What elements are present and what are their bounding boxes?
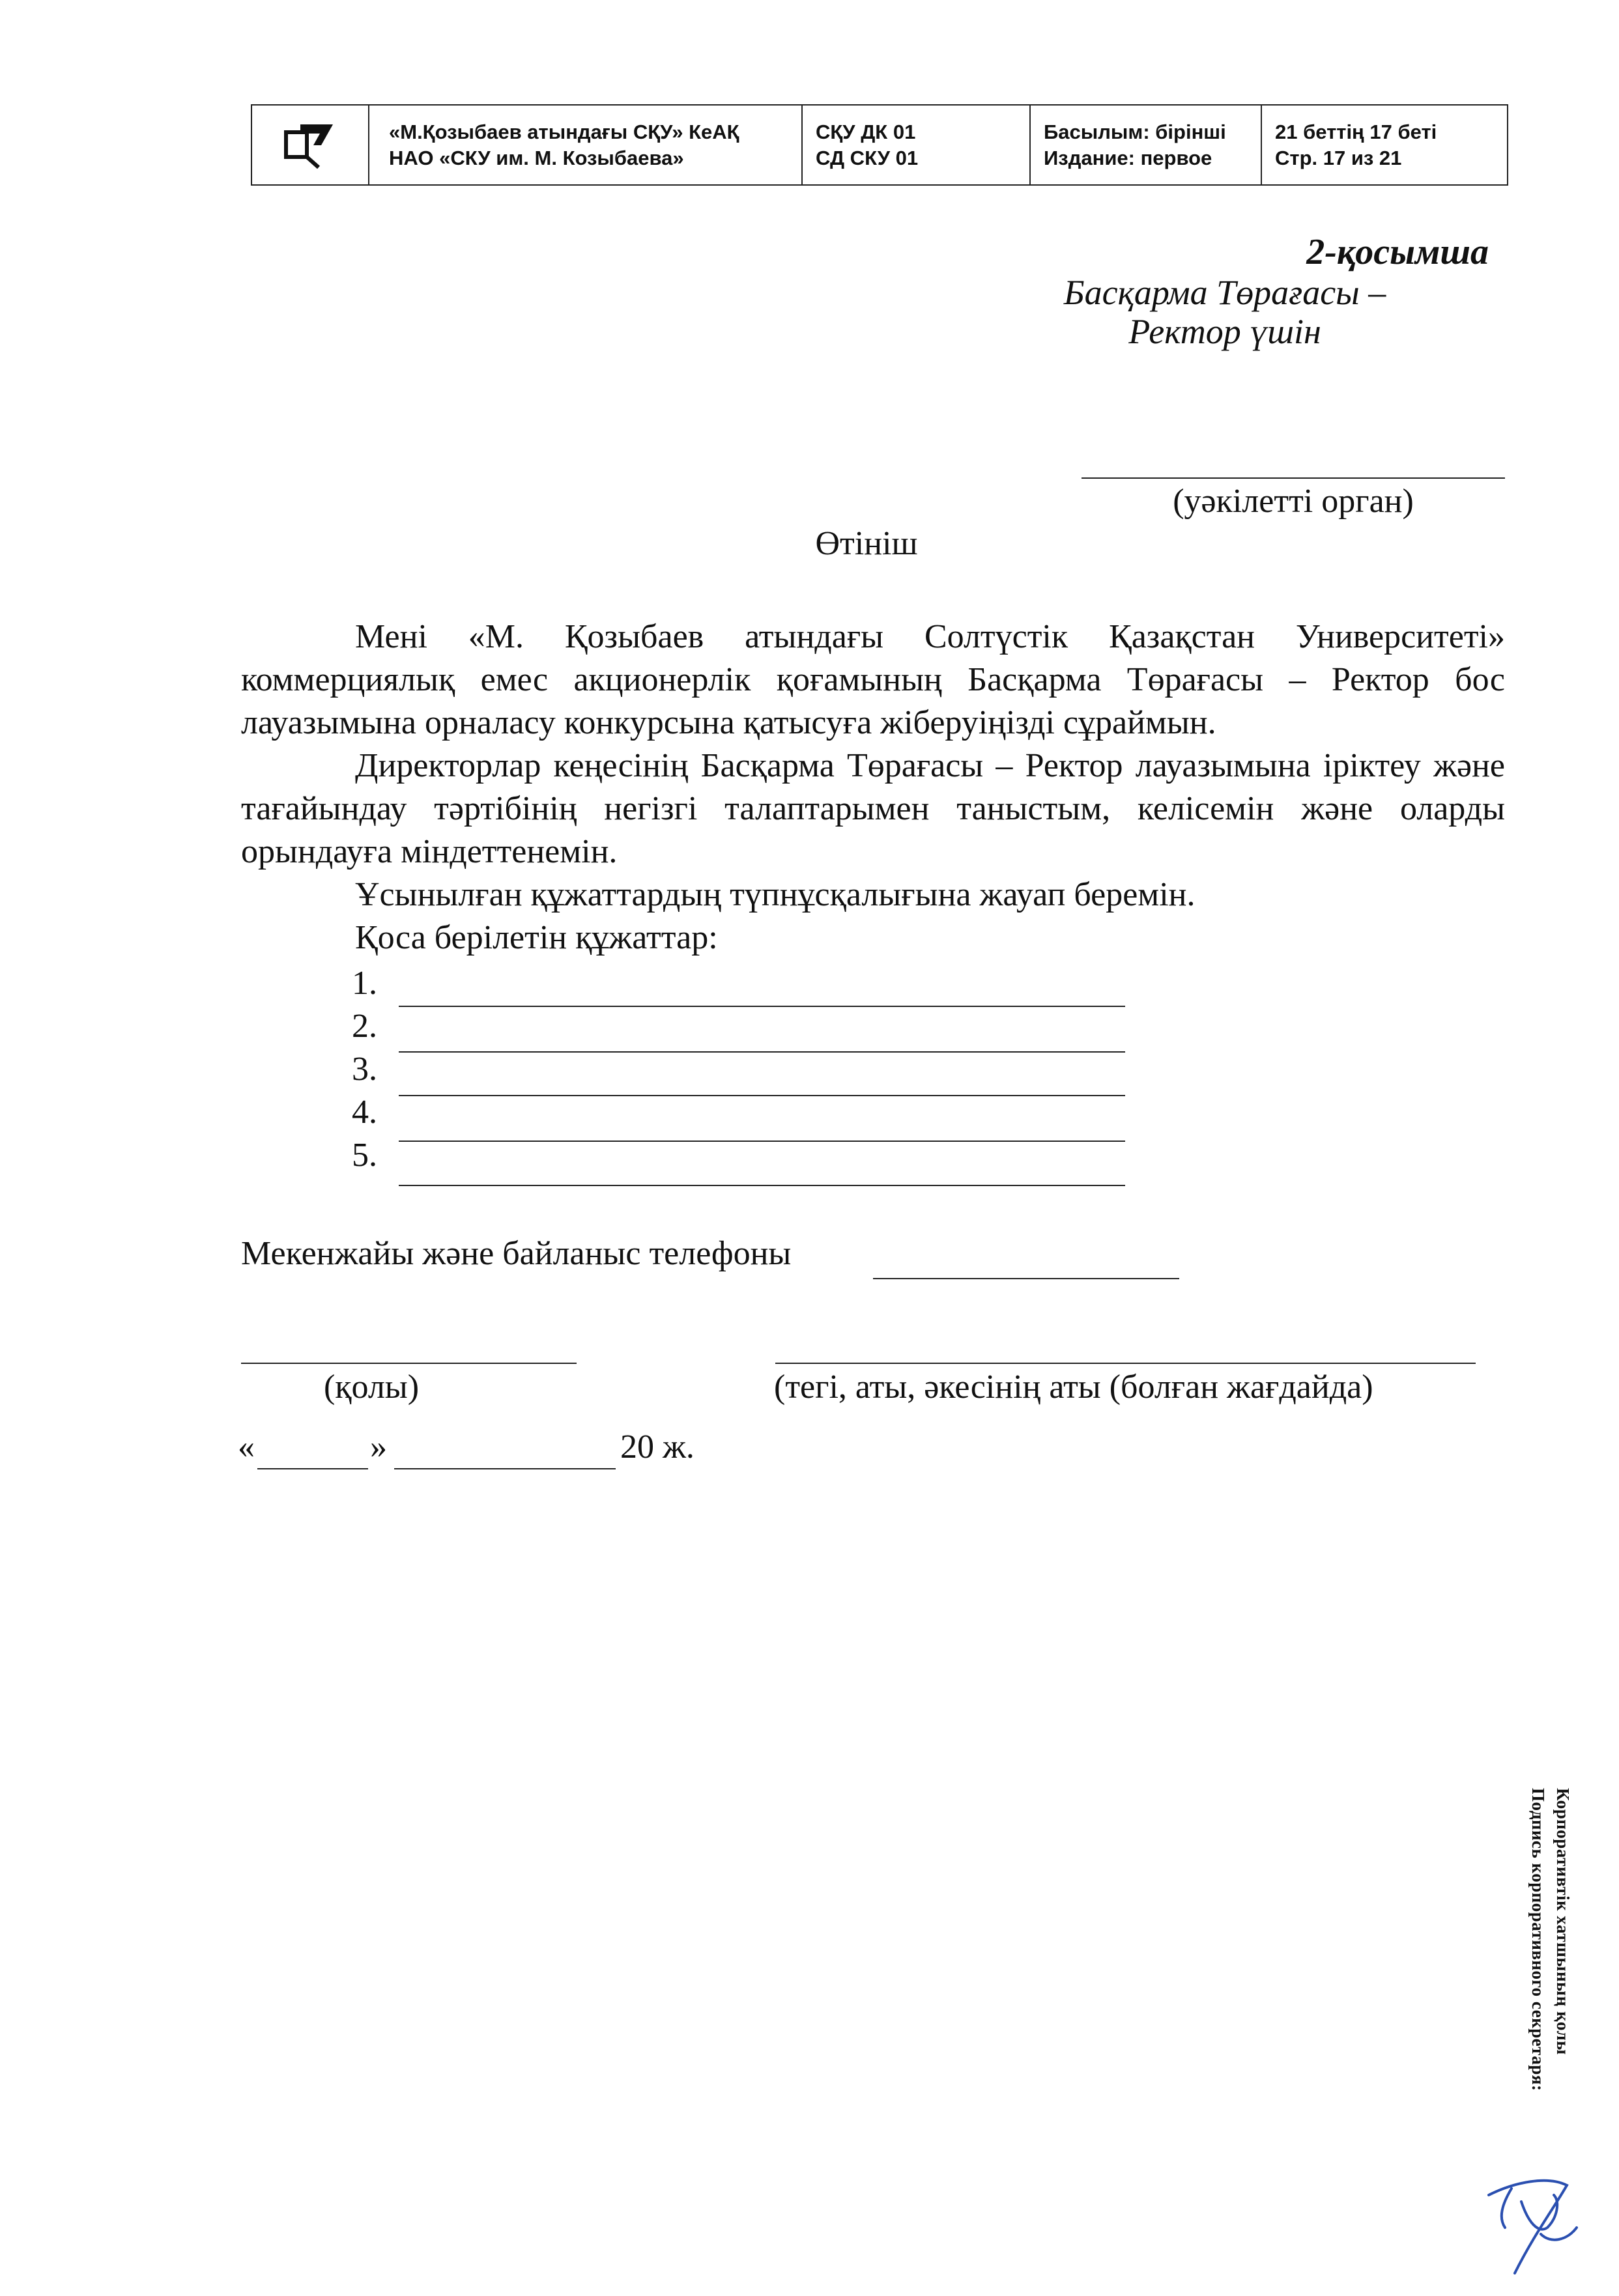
attachment-line-3[interactable] — [399, 1060, 1125, 1096]
paragraph-1: Мені «М. Қозыбаев атындағы Солтүстік Қазақстан Университеті» коммерциялық емес акционерлік қоғамының Басқарма Төрағасы – Ректор бос лауазымына орналасу конкурсына қатысуға жіберуіңізді сұраймын. — [241, 618, 1505, 741]
attachment-number: 2. — [352, 1008, 377, 1045]
document-title: Өтініш — [815, 525, 918, 562]
attachment-number: 3. — [352, 1051, 377, 1088]
page-number-kk: 21 беттің 17 беті — [1275, 120, 1437, 143]
appendix-line-2: Ректор үшін — [1128, 312, 1321, 351]
paragraph-3: Ұсынылған құжаттардың түпнұсқалығына жауап беремін. — [355, 876, 1196, 913]
university-logo-icon — [281, 119, 339, 171]
contact-label: Мекенжайы және байланыс телефоны — [241, 1235, 792, 1272]
corporate-secretary-note-ru: Подпись корпоративного секретаря: — [1528, 1788, 1548, 2091]
date-year-suffix: 20 ж. — [620, 1428, 695, 1466]
handwritten-signature-icon — [1476, 2156, 1586, 2286]
edition-ru: Издание: первое — [1044, 146, 1212, 169]
date-open-quote: « — [238, 1428, 255, 1466]
appendix-title: 2-қосымша — [1306, 232, 1489, 272]
page-number-ru: Стр. 17 из 21 — [1275, 146, 1402, 169]
addressee-line — [1082, 477, 1505, 479]
attachment-number: 5. — [352, 1137, 377, 1174]
contact-line[interactable] — [873, 1238, 1179, 1279]
doc-code-ru: СД СКУ 01 — [816, 146, 919, 169]
attachment-line-4[interactable] — [399, 1105, 1125, 1142]
logo-cell — [252, 106, 369, 184]
edition-kk: Басылым: бірінші — [1044, 120, 1226, 143]
attachment-number: 4. — [352, 1094, 377, 1131]
signature-line[interactable] — [241, 1322, 577, 1364]
doc-code-kk: СҚУ ДК 01 — [816, 120, 916, 143]
date-day-line[interactable] — [257, 1433, 368, 1469]
attachment-number: 1. — [352, 965, 377, 1002]
org-name-kk: «М.Қозыбаев атындағы СҚУ» КеАҚ — [389, 120, 739, 143]
attachments-label: Қоса берілетін құжаттар: — [355, 919, 718, 956]
org-name-ru: НАО «СКУ им. М. Козыбаева» — [389, 146, 684, 169]
document-header — [251, 104, 1508, 186]
paragraph-2: Директорлар кеңесінің Басқарма Төрағасы – Ректор лауазымына іріктеу және тағайындау тәртібінің негізгі талаптарымен таныстым, келісемін және оларды орындауға міндеттенемін. — [241, 747, 1505, 870]
full-name-line[interactable] — [775, 1322, 1476, 1364]
date-close-quote: » — [370, 1428, 387, 1466]
date-month-line[interactable] — [394, 1433, 616, 1469]
appendix-line-1: Басқарма Төрағасы – — [1063, 273, 1386, 312]
full-name-caption: (тегі, аты, әкесінің аты (болған жағдайда) — [774, 1368, 1373, 1406]
edition-cell — [1031, 106, 1262, 184]
page-number-cell — [1262, 106, 1507, 184]
corporate-secretary-note-kk: Корпоративтік хатшының қолы — [1553, 1788, 1573, 2055]
organization-cell — [369, 106, 803, 184]
attachment-line-2[interactable] — [399, 1016, 1125, 1053]
attachment-line-5[interactable] — [399, 1150, 1125, 1186]
addressee-caption: (уәкілетті орган) — [1173, 483, 1414, 520]
attachment-line-1[interactable] — [399, 971, 1125, 1007]
doc-code-cell — [803, 106, 1031, 184]
signature-caption: (қолы) — [323, 1368, 420, 1406]
